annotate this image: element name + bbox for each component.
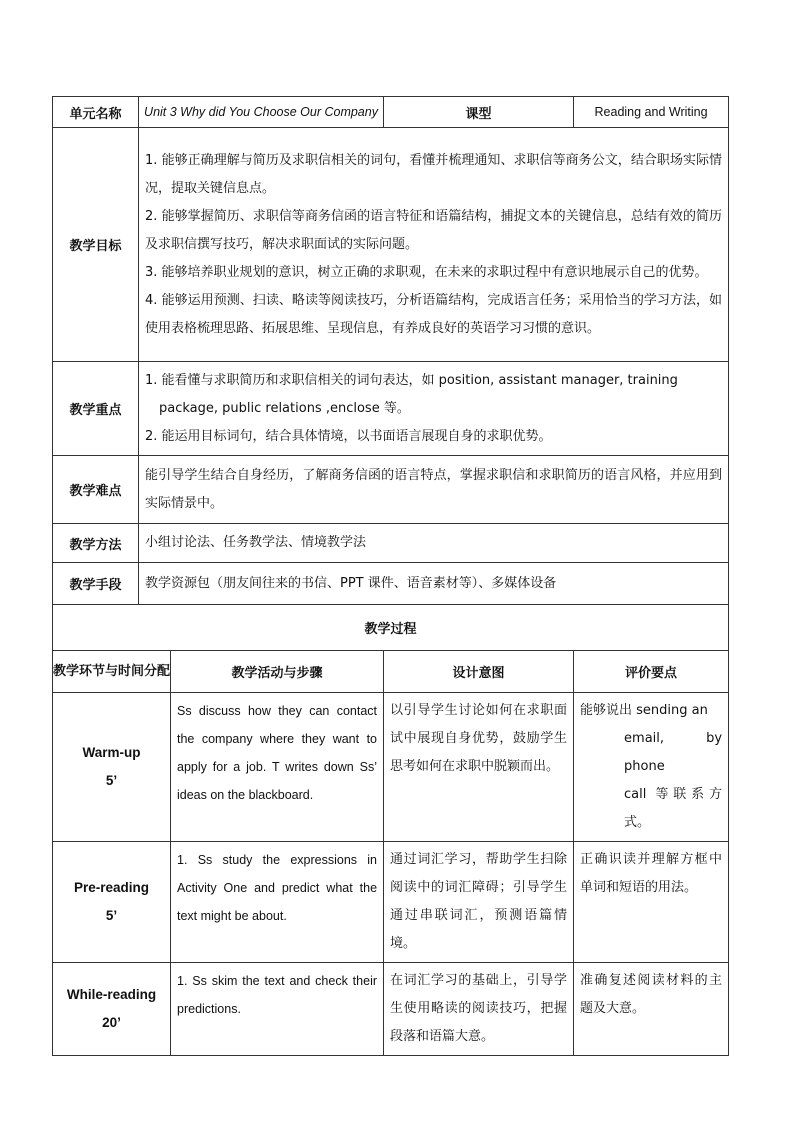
key-points-row bbox=[53, 362, 729, 456]
activity-cell: 1. Ss skim the text and check their predictions. bbox=[171, 963, 384, 1056]
methods-text: 小组讨论法、任务教学法、情境教学法 bbox=[139, 524, 729, 563]
difficulties-row bbox=[53, 456, 729, 524]
objective-item: 3. 能够培养职业规划的意识，树立正确的求职观，在未来的求职过程中有意识地展示自己的优势。 bbox=[145, 264, 708, 280]
col-stage-header: 教学环节与时间分配 bbox=[53, 651, 171, 693]
process-title: 教学过程 bbox=[53, 605, 729, 651]
difficulties-text: 能引导学生结合自身经历，了解商务信函的语言特点，掌握求职信和求职简历的语言风格，并应用到实际情景中。 bbox=[139, 456, 729, 524]
stage-name: Pre-reading bbox=[73, 880, 150, 895]
unit-label: 单元名称 bbox=[53, 97, 139, 128]
col-purpose-header: 设计意图 bbox=[384, 651, 574, 693]
eval-line: call 等联系方式。 bbox=[624, 787, 723, 830]
eval-cell: 正确识读并理解方框中单词和短语的用法。 bbox=[574, 842, 729, 963]
type-value: Reading and Writing bbox=[574, 97, 729, 128]
key-points-label: 教学重点 bbox=[53, 362, 139, 456]
key-point-line: 2. 能运用目标词句，结合具体情境，以书面语言展现自身的求职优势。 bbox=[145, 428, 552, 444]
col-eval-header: 评价要点 bbox=[574, 651, 729, 693]
activity-cell: Ss discuss how they can contact the company where they want to apply for a job. T writes down Ss’ ideas on the blackboard. bbox=[171, 693, 384, 842]
objectives-content bbox=[139, 128, 729, 362]
purpose-cell: 通过词汇学习，帮助学生扫除阅读中的词汇障碍；引导学生通过串联词汇，预测语篇情境。 bbox=[384, 842, 574, 963]
stage-time: 20’ bbox=[102, 1015, 121, 1030]
stage-time: 5’ bbox=[105, 773, 118, 788]
objective-item: 2. 能够掌握简历、求职信等商务信函的语言特征和语篇结构，捕捉文本的关键信息，总结有效的简历及求职信撰写技巧，解决求职面试的实际问题。 bbox=[145, 208, 723, 252]
eval-cell: 准确复述阅读材料的主题及大意。 bbox=[574, 963, 729, 1056]
key-point-line: package, public relations ,enclose 等。 bbox=[159, 400, 410, 416]
process-row-warmup bbox=[53, 693, 729, 842]
unit-value: Unit 3 Why did You Choose Our Company bbox=[139, 97, 384, 128]
lesson-plan bbox=[52, 96, 728, 1056]
methods-label: 教学方法 bbox=[53, 524, 139, 563]
objectives-row bbox=[53, 128, 729, 362]
process-title-row bbox=[53, 605, 729, 651]
stage-cell bbox=[53, 842, 171, 963]
col-activity-header: 教学活动与步骤 bbox=[171, 651, 384, 693]
means-label: 教学手段 bbox=[53, 563, 139, 605]
difficulties-label: 教学难点 bbox=[53, 456, 139, 524]
objective-item: 1. 能够正确理解与简历及求职信相关的词句，看懂并梳理通知、求职信等商务公文，结合职场实际情况，提取关键信息点。 bbox=[145, 152, 723, 196]
purpose-cell: 在词汇学习的基础上，引导学生使用略读的阅读技巧，把握段落和语篇大意。 bbox=[384, 963, 574, 1056]
type-label: 课型 bbox=[384, 97, 574, 128]
activity-cell: 1. Ss study the expressions in Activity One and predict what the text might be about. bbox=[171, 842, 384, 963]
objectives-label: 教学目标 bbox=[53, 128, 139, 362]
means-row bbox=[53, 563, 729, 605]
stage-time: 5’ bbox=[105, 908, 118, 923]
key-point-line: 1. 能看懂与求职简历和求职信相关的词句表达，如 position, assistant manager, training bbox=[145, 372, 678, 388]
unit-row bbox=[53, 97, 729, 128]
objective-item: 4. 能够运用预测、扫读、略读等阅读技巧，分析语篇结构，完成语言任务；采用恰当的学习方法，如使用表格梳理思路、拓展思维、呈现信息，有养成良好的英语学习习惯的意识。 bbox=[145, 292, 723, 336]
stage-cell bbox=[53, 693, 171, 842]
methods-row bbox=[53, 524, 729, 563]
means-text: 教学资源包（朋友间往来的书信、PPT 课件、语音素材等）、多媒体设备 bbox=[139, 563, 729, 605]
process-row-whilereading bbox=[53, 963, 729, 1056]
lesson-plan-table bbox=[52, 96, 729, 1056]
stage-name: Warm-up bbox=[82, 745, 141, 760]
eval-line: email, by phone bbox=[624, 731, 723, 774]
eval-cell bbox=[574, 693, 729, 842]
stage-cell bbox=[53, 963, 171, 1056]
stage-name: While-reading bbox=[66, 987, 157, 1002]
purpose-cell: 以引导学生讨论如何在求职面试中展现自身优势，鼓励学生思考如何在求职中脱颖而出。 bbox=[384, 693, 574, 842]
process-row-prereading bbox=[53, 842, 729, 963]
eval-line: 能够说出 sending an bbox=[580, 703, 708, 718]
process-header-row bbox=[53, 651, 729, 693]
key-points-content bbox=[139, 362, 729, 456]
